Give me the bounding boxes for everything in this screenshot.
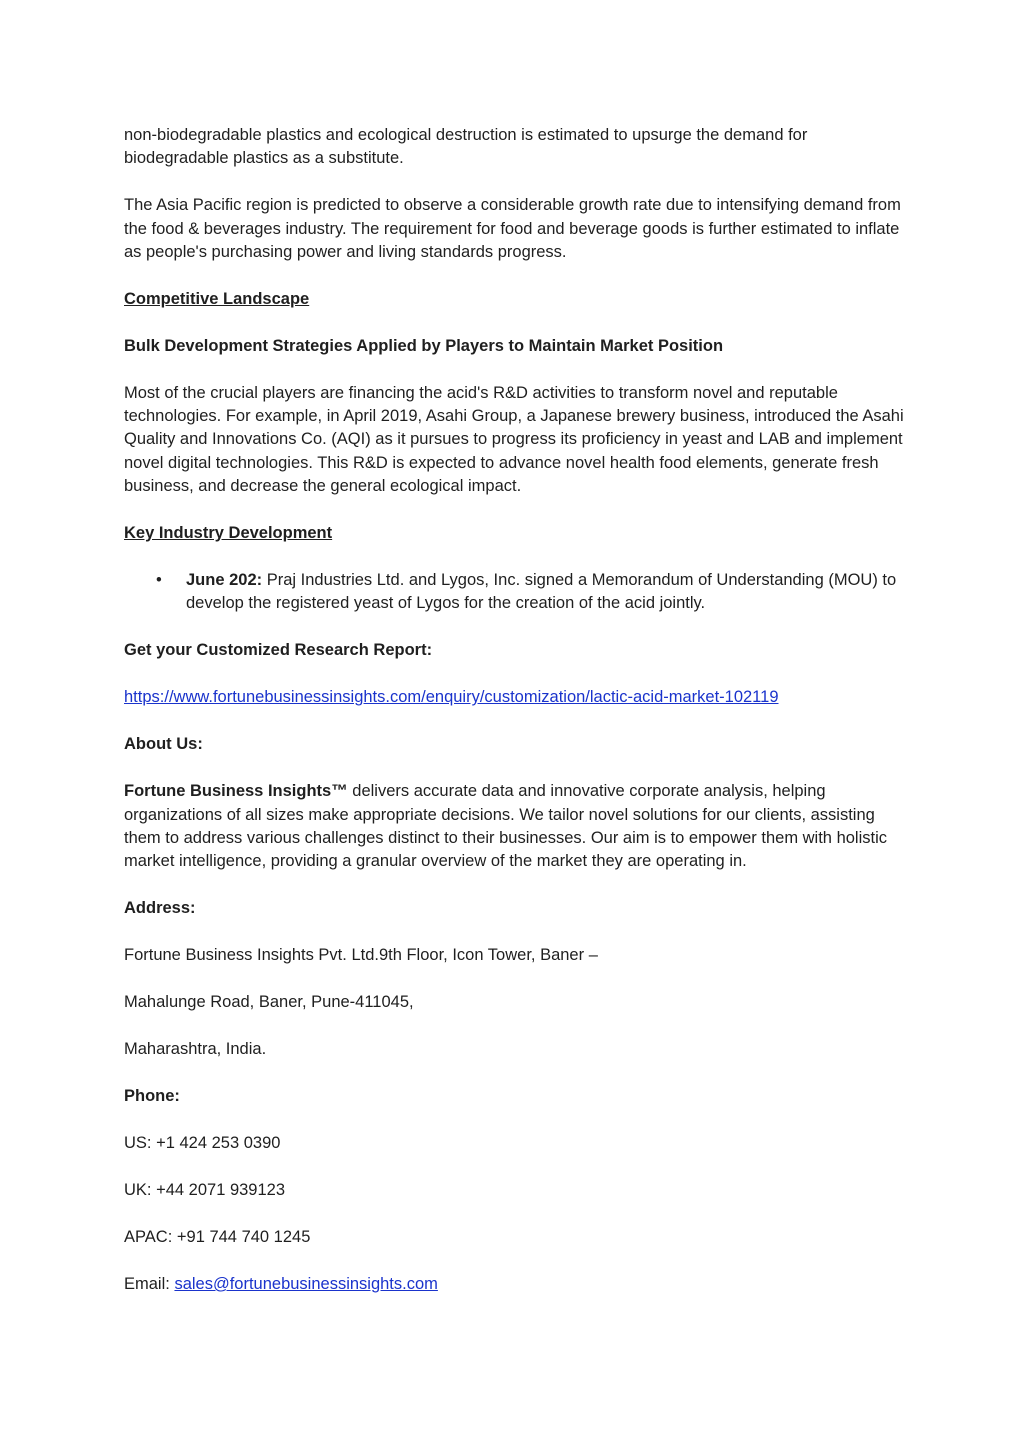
development-text: Praj Industries Ltd. and Lygos, Inc. signed a Memorandum of Understanding (MOU) to develop the registered yeast of Lygos for the creation of the acid jointly. — [186, 570, 897, 613]
brand-name: Fortune Business Insights™ — [124, 782, 348, 801]
competitive-body: Most of the crucial players are financing the acid's R&D activities to transform novel and reputable technologies. For example, in April 2019, Asahi Group, a Japanese brewery business, introduced the Asahi Quality and Innovations Co. (AQI) as it pursues to progress its proficiency in yeast and LAB and implement novel digital technologies. This R&D is expected to advance novel health food elements, generate fresh business, and decrease the general ecological impact. — [124, 383, 904, 496]
customization-link[interactable]: https://www.fortunebusinessinsights.com/enquiry/customization/lactic-acid-market-102119 — [124, 688, 779, 707]
intro-paragraph-2: The Asia Pacific region is predicted to observe a considerable growth rate due to intensifying demand from the food & beverages industry. The requirement for food and beverage goods is further estimated to inflate as people's purchasing power and living standards progress. — [124, 196, 901, 261]
address-line-3: Maharashtra, India. — [124, 1040, 267, 1059]
customized-report-heading: Get your Customized Research Report: — [124, 641, 433, 660]
list-item — [124, 569, 904, 616]
phone-us: US: +1 424 253 0390 — [124, 1134, 281, 1153]
customization-link-row — [124, 686, 904, 709]
intro-paragraph-1: non-biodegradable plastics and ecological destruction is estimated to upsurge the demand for biodegradable plastics as a substitute. — [124, 126, 808, 168]
email-row — [124, 1273, 904, 1296]
email-link[interactable]: sales@fortunebusinessinsights.com — [174, 1274, 438, 1293]
address-line-2: Mahalunge Road, Baner, Pune-411045, — [124, 993, 414, 1012]
development-date: June 202: — [186, 570, 263, 589]
address-heading: Address: — [124, 899, 196, 918]
about-heading: About Us: — [124, 735, 203, 754]
bullet-icon: • — [156, 570, 162, 589]
competitive-landscape-heading: Competitive Landscape — [124, 289, 310, 308]
about-body: delivers accurate data and innovative corporate analysis, helping organizations of all sizes make appropriate decisions. We tailor novel solutions for our clients, assisting them to address various challenges distinct to their businesses. Our aim is to empower them with holistic market intelligence, providing a granular overview of the market they are operating in. — [124, 782, 888, 871]
document-page — [124, 124, 904, 1320]
phone-heading: Phone: — [124, 1087, 180, 1106]
email-label: Email: — [124, 1274, 175, 1293]
phone-apac: APAC: +91 744 740 1245 — [124, 1227, 311, 1246]
phone-uk: UK: +44 2071 939123 — [124, 1181, 286, 1199]
key-development-heading: Key Industry Development — [124, 524, 333, 542]
address-line-1: Fortune Business Insights Pvt. Ltd.9th Floor, Icon Tower, Baner – — [124, 946, 598, 965]
about-paragraph — [124, 780, 904, 873]
strategies-subheading: Bulk Development Strategies Applied by Players to Maintain Market Position — [124, 336, 724, 355]
